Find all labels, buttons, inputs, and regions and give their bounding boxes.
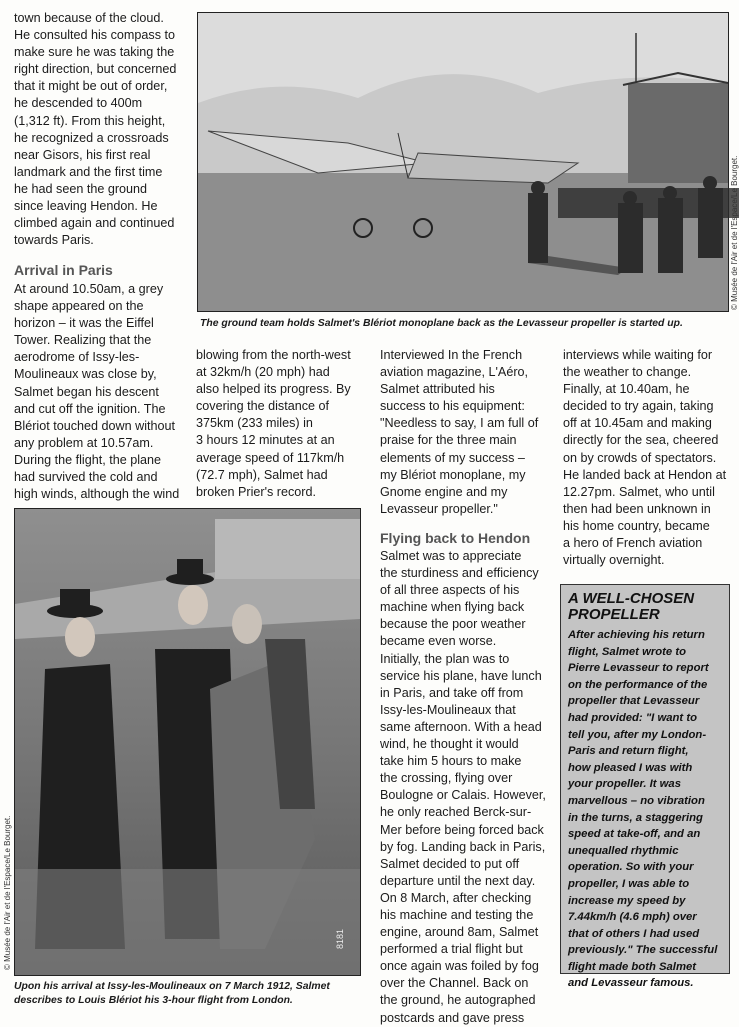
photo2-number: 8181 [335, 928, 346, 950]
col2-text: blowing from the north-west at 32km/h (20 mph) had also helped its progress. By covering the distance of 375km (233 miles) in 3 hours 12 minutes at an average speed of 117km/h (72.7 mph), Salmet had broken Prier's record. [196, 348, 351, 499]
col3-top-text: Interviewed In the French aviation magazine, L'Aéro, Salmet attributed his success to his equipment: "Needless to say, I am full of praise for the three main elements of my success – my Blériot monoplane, my Gnome engine and my Levasseur propeller." [380, 348, 539, 516]
heading-flying-back-to-hendon: Flying back to Hendon [380, 530, 531, 546]
photo-monoplane-ground-team [197, 12, 729, 312]
photo2-caption: Upon his arrival at Issy-les-Moulineaux on 7 March 1912, Salmet describes to Louis Blériot his 3-hour flight from London. [14, 981, 330, 1006]
men-conversation-illustration [15, 509, 360, 975]
sidebar-body: After achieving his return flight, Salmet wrote to Pierre Levasseur to report on the performance of the propeller that Levasseur had provided: "I want to tell you, after my London- Paris and return flight, how pleased I was with your propeller. It was marvellous – no vibration in the turns, a staggering speed at take-off, and an unequalled rhythmic operation. So with your propeller, I was able to increase my speed by 7.44km/h (4.6 mph) over that of others I had used previously." The successful flight made both Salmet and Levasseur famous. [568, 629, 718, 990]
photo1-caption: The ground team holds Salmet's Blériot monoplane back as the Levasseur propeller is started up. [200, 318, 683, 329]
photo1-credit: © Musée de l'Air et de l'Espace/Le Bourget. [730, 155, 739, 310]
photo-salmet-bleriot [14, 508, 361, 976]
photo2-credit: © Musée de l'Air et de l'Espace/Le Bourget. [3, 815, 12, 970]
col1-top-text: town because of the cloud. He consulted his compass to make sure he was taking the right direction, but concerned that it might be out of order, he descended to 400m (1,312 ft). From this height, he recognized a crossroads near Gisors, his first real landmark and the first time he had seen the ground since leaving Hendon. He climbed again and continued towards Paris. [14, 11, 177, 248]
sidebar-title: A WELL-CHOSEN PROPELLER [568, 590, 695, 623]
col4-text: interviews while waiting for the weather to change. Finally, at 10.40am, he decided to try again, taking off at 10.45am and making directly for the sea, cheered on by crowds of spectators. He landed back at Hendon at 12.27pm. Salmet, who until then had been unknown in his home country, became a hero of French aviation virtually overnight. [563, 348, 727, 568]
col1-bottom-text: At around 10.50am, a grey shape appeared on the horizon – it was the Eiffel Tower. Realizing that the aerodrome of Issy-les- Moulineaux was close by, Salmet began his descent and cut off the ignition. The Blériot touched down without any problem at 10.57am. During the flight, the plane had survived the cold and high winds, although the wind [14, 282, 180, 502]
monoplane-illustration [198, 13, 728, 311]
heading-arrival-in-paris: Arrival in Paris [14, 262, 113, 278]
sidebar-well-chosen-propeller [560, 584, 730, 990]
col3-bottom-text: Salmet was to appreciate the sturdiness and efficiency of all three aspects of his machine when flying back because the poor weather became even worse. Initially, the plan was to service his plane, have lunch in Paris, and take off from Issy-les-Moulineaux that same afternoon. With a head wind, he thought it would take him 5 hours to make the crossing, flying over Boulogne or Calais. However, he only reached Berck-sur- Mer before being forced back by fog. Landing back in Paris, Salmet decided to put off departure until the next day. On 8 March, after checking his machine and testing the engine, around 8am, Salmet performed a trial flight but once again was foiled by fog over the Channel. Back on the ground, he autographed postcards and gave press [380, 549, 546, 1025]
